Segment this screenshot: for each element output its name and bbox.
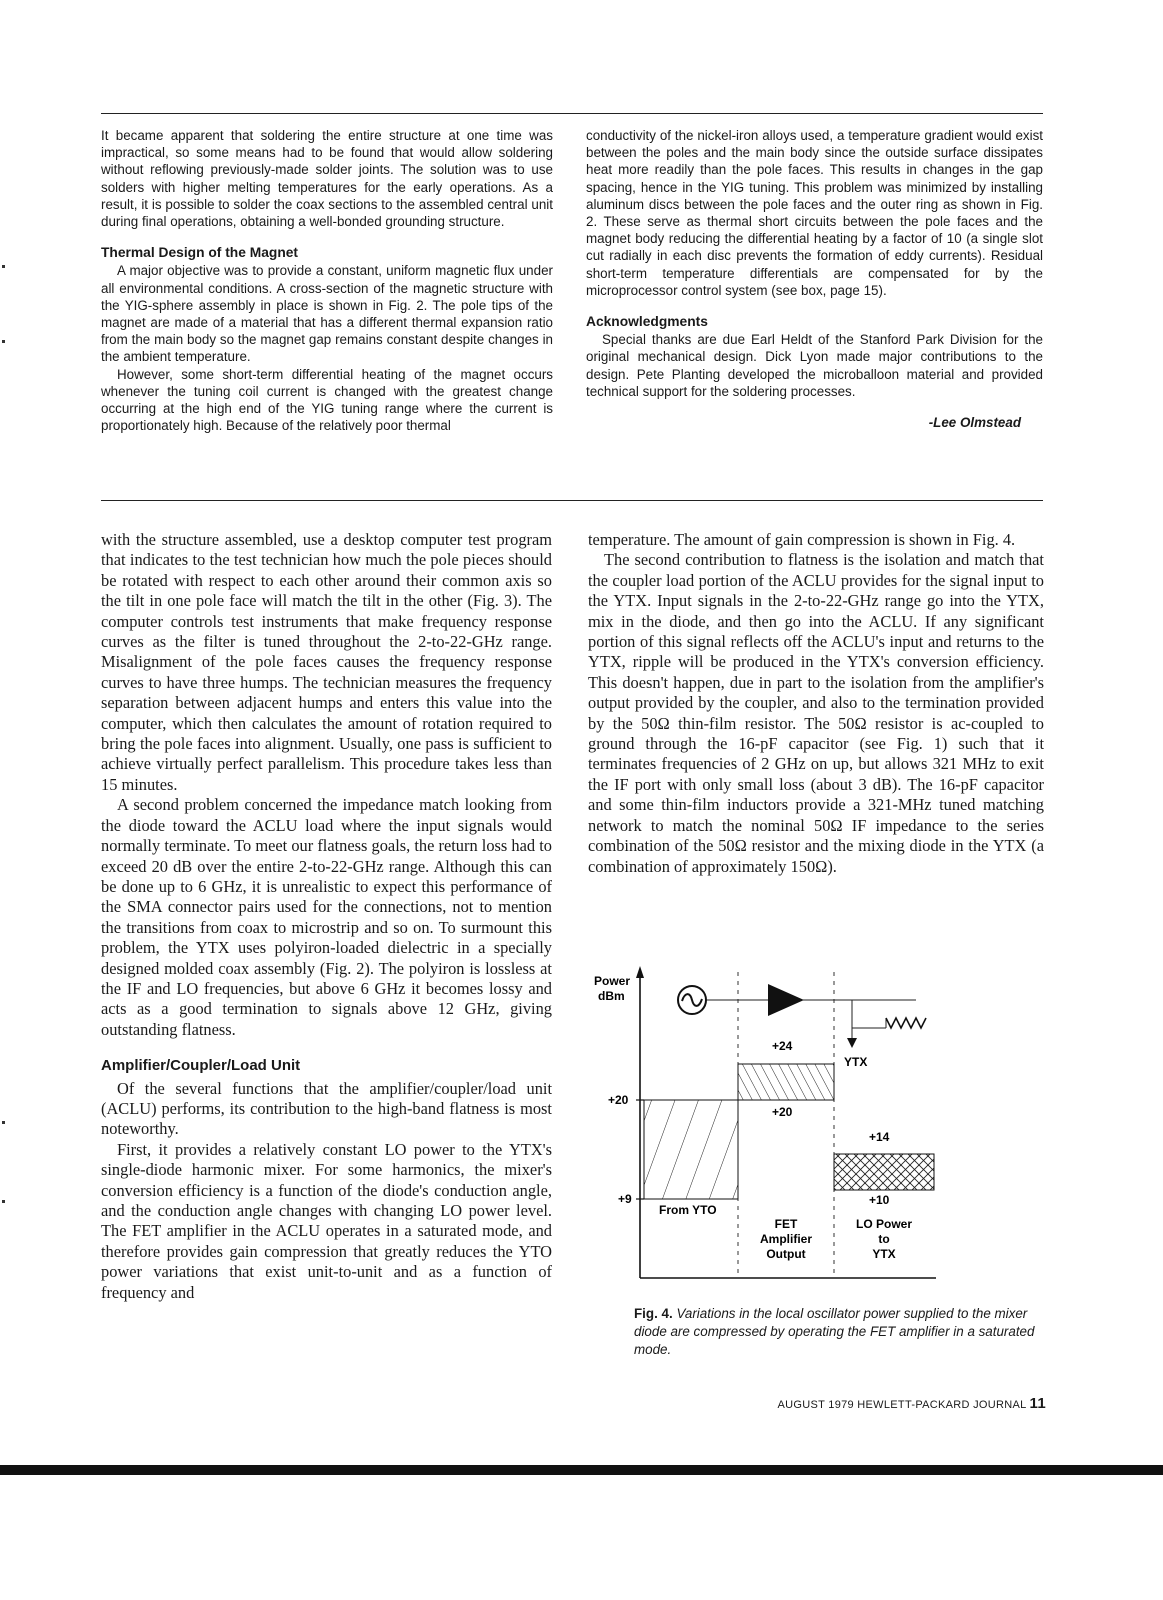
sine-wave-glyph xyxy=(682,994,702,1006)
lo-max-label: +14 xyxy=(869,1130,890,1144)
scan-mark xyxy=(2,340,5,343)
lo-min-label: +10 xyxy=(869,1193,890,1207)
bar-fet-amplifier-output xyxy=(738,1064,834,1100)
caption-label: Fig. 4. xyxy=(634,1306,673,1321)
y-axis-label-dbm: dBm xyxy=(598,989,625,1003)
scan-mark xyxy=(2,1200,5,1203)
stage-label-yto: From YTO xyxy=(659,1203,717,1217)
diode-arrow-icon xyxy=(847,1038,857,1048)
stage-label-fet-2: Amplifier xyxy=(759,1232,813,1246)
aclu-paragraph-2: First, it provides a relatively constant LO power to the YTX's single-diode harmonic mixer. For some harmonics, the mixer's conversion efficiency is a function of the diode's conduction angle, and the conduction angle changes with changing LO power level. The FET amplifier in the ACLU operates in a saturated mode, and therefore provides gain compression that greatly reduces the YTO power variations that exist unit-to-unit and as a function of frequency and xyxy=(101,1139,552,1302)
fet-max-label: +24 xyxy=(772,1039,793,1053)
body-paragraph-2: A second problem concerned the impedance match looking from the diode toward the ACLU load where the input signals would normally terminate. To meet our flatness goals, the return loss had to exceed 20 dB over the entire 2-to-22-GHz range. Although this can be done up to 6 GHz, it is unrealistic to expect this performance of the SMA connector pairs used for the connections, not to mention the transitions from coax to microstrip and so on. To surmount this problem, the YTX uses polyiron-loaded dielectric in a specially designed molded coax assembly (Fig. 2). The polyiron is lossless at the IF and LO frequencies, but above 6 GHz it becomes lossy and acts as a good termination to signals above 12 GHz, giving outstanding flatness. xyxy=(101,795,552,1039)
stage-label-lo-1: LO Power xyxy=(855,1217,913,1231)
author-signature: -Lee Olmstead xyxy=(928,415,1021,431)
stage-label-fet-1: FET xyxy=(774,1217,798,1231)
scan-mark xyxy=(2,1121,5,1124)
y-axis-label-power: Power xyxy=(594,974,631,988)
body-right-paragraph-1: temperature. The amount of gain compression is shown in Fig. 4. xyxy=(588,530,1016,549)
thermal-paragraph-2: However, some short-term differential heating of the magnet occurs whenever the tuning coil current is changed with the greatest change occurring at the high end of the YIG tuning range where the current is proportionately high. Because of the relatively poor thermal xyxy=(101,366,553,434)
thermal-heading: Thermal Design of the Magnet xyxy=(101,245,299,261)
y-axis-arrow-icon xyxy=(636,966,644,978)
body-left-column xyxy=(101,530,552,1303)
bar-lo-power-to-ytx xyxy=(834,1154,934,1190)
fet-min-label: +20 xyxy=(772,1105,793,1119)
tick-label-20: +20 xyxy=(608,1093,629,1107)
ytx-label: YTX xyxy=(844,1055,868,1069)
stage-label-lo-3: YTX xyxy=(872,1247,896,1261)
box-left-column xyxy=(101,127,553,434)
tick-label-9: +9 xyxy=(618,1192,632,1206)
page-number: 11 xyxy=(1029,1395,1046,1412)
thermal-paragraph-1: A major objective was to provide a constant, uniform magnetic flux under all environmental conditions. A cross-section of the magnetic structure with the YIG-sphere assembly in place is shown in Fig. 2. The pole tips of the magnet are made of a material that has a different thermal expansion ratio from the main body so the magnet gap remains constant despite changes in the ambient temperature. xyxy=(101,263,553,365)
box-intro-paragraph: It became apparent that soldering the entire structure at one time was impractical, so some means had to be found that would allow soldering without reflowing previously-made solder joints. The solution was to use solders with higher melting temperatures for the early operations. As a result, it is possible to solder the coax sections to the assembled central unit during final operations, obtaining a well-bonded grounding structure. xyxy=(101,128,553,230)
page-footer xyxy=(700,1395,1046,1412)
body-right-column xyxy=(588,530,1044,877)
body-right-paragraph-2: The second contribution to flatness is the isolation and match that the coupler load portion of the ACLU provides for the signal input to the YTX. Input signals in the 2-to-22-GHz range go into the YTX, mix in the diode, and then go into the ACLU. If any significant portion of this signal reflects off the ACLU's input and returns to the YTX, ripple will be produced in the YTX's conversion efficiency. This doesn't happen, due in part to the isolation from the amplifier's output provided by the coupler, and also to the termination provided by the 50Ω thin-film resistor. The 50Ω resistor is ac-coupled to ground through the 16-pF capacitor (see Fig. 1) such that it terminates frequencies of 2 GHz on up, but allows 321 MHz to exit the IF port with only small loss (about 3 dB). The 16-pF capacitor and some thin-film inductors provide a 321-MHz tuned matching network to match the nominal 50Ω IF impedance to the series combination of the 50Ω resistor and the mixing diode in the YTX (a combination of approximately 150Ω). xyxy=(588,550,1044,876)
resistor-icon xyxy=(886,1018,926,1028)
aclu-paragraph-1: Of the several functions that the amplifier/coupler/load unit (ACLU) performs, its contribution to the high-band flatness is most noteworthy. xyxy=(101,1078,552,1139)
figure-4-caption xyxy=(634,1305,1044,1359)
box-right-column xyxy=(586,127,1043,431)
bar-from-yto xyxy=(644,1100,738,1199)
journal-name: AUGUST 1979 HEWLETT-PACKARD JOURNAL xyxy=(777,1399,1027,1411)
aclu-heading: Amplifier/Coupler/Load Unit xyxy=(101,1057,301,1075)
stage-label-fet-3: Output xyxy=(766,1247,806,1261)
caption-text: Variations in the local oscillator power supplied to the mixer diode are compressed by operating the FET amplifier in a saturated mode. xyxy=(634,1306,1035,1357)
box-bottom-rule xyxy=(101,500,1043,501)
scan-bottom-edge xyxy=(0,1465,1163,1475)
stage-label-lo-2: to xyxy=(878,1232,890,1246)
top-rule xyxy=(101,113,1043,114)
box-right-paragraph: conductivity of the nickel-iron alloys used, a temperature gradient would exist between the poles and the main body since the outside surface dissipates heat more readily than the pole faces. This results in changes in the gap spacing, hence in the YIG tuning. This problem was minimized by installing aluminum discs between the pole faces and the outer ring as shown in Fig. 2. These serve as thermal short circuits between the pole faces and the magnet body reducing the differential heating by a factor of 10 (a single slot cut radially in each disc prevents the formation of eddy currents). Residual short-term temperature differentials are compensated for by the microprocessor control system (see box, page 15). xyxy=(586,128,1043,298)
amplifier-triangle-icon xyxy=(768,984,804,1016)
ack-paragraph: Special thanks are due Earl Heldt of the Stanford Park Division for the original mechanical design. Dick Lyon made major contributions to the design. Pete Planting developed the microballoon material and provided technical support for the soldering processes. xyxy=(586,332,1043,399)
scan-mark xyxy=(2,265,5,268)
ack-heading: Acknowledgments xyxy=(586,314,708,330)
figure-4-chart xyxy=(586,958,946,1288)
body-paragraph-1: with the structure assembled, use a desktop computer test program that indicates to the test technician how much the pole pieces should be rotated with respect to each other around their common axis so the tilt in one pole face will match the tilt in the other (Fig. 3). The computer controls test instruments that make frequency response curves as the filter is tuned throughout the 2-to-22-GHz range. Misalignment of the pole faces causes the frequency response curves to have three humps. The technician measures the frequency separation between adjacent humps and enters this value into the computer, which then calculates the amount of rotation required to bring the pole faces into alignment. Usually, one pass is sufficient to achieve virtually perfect parallelism. This procedure takes less than 15 minutes. xyxy=(101,530,552,794)
